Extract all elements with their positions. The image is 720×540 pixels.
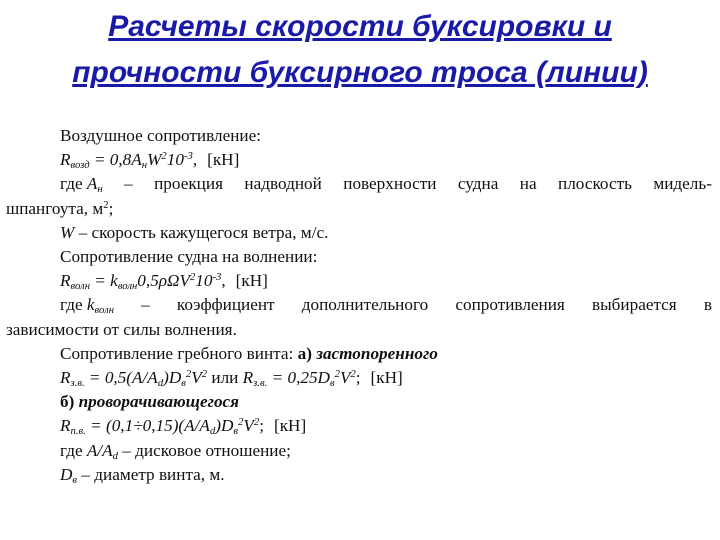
title-line-2: прочности буксирного троса (линии) (72, 56, 648, 89)
propeller-resistance-line: Сопротивление гребного винта: а) застопоренного (60, 343, 438, 363)
air-resistance-label: Воздушное сопротивление: (60, 126, 262, 145)
slide-body (6, 124, 712, 487)
rotating-propeller-formula: $R_{п.в.} = (0,1\div 0,15)(A/A_d)D_в^2V^2$; [кН] (60, 416, 307, 438)
where-a-continuation: шпангоута, $м^2$; (6, 198, 114, 218)
air-resistance-formula: $R_{возд} = 0,8A_нW^210^{-3}$, [кН] (60, 150, 240, 172)
where-a-line: где $A_н$ – проекция надводной поверхности судна на плоскость мидель- (60, 174, 712, 196)
wave-resistance-formula: $R_{волн} = k_{волн}0,5\rho\Omega V^210^{-3}$, [кН] (60, 271, 268, 293)
rotating-propeller-label: б) проворачивающегося (60, 392, 240, 412)
wave-resistance-label: Сопротивление судна на волнении: (60, 247, 318, 267)
where-w-line: W – скорость кажущегося ветра, м/с. (60, 222, 329, 242)
where-k-continuation: зависимости от силы волнения. (6, 319, 237, 339)
slide-title (0, 4, 720, 96)
propeller-diameter-line: $D_в$ – диаметр винта, м. (60, 464, 225, 487)
title-line-1: Расчеты скорости буксировки и (108, 10, 612, 43)
locked-propeller-formula: $R_{з.в.} = 0,5(A/A_d)D_в^2V^2$ или $R_{з.в.} = 0,25D_в^2V^2$; [кН] (60, 368, 403, 390)
disc-ratio-line: где $A/A_d$ – дисковое отношение; (60, 440, 291, 462)
where-k-line: где $k_{волн}$ – коэффициент дополнительного сопротивления выбирается в (60, 295, 712, 317)
